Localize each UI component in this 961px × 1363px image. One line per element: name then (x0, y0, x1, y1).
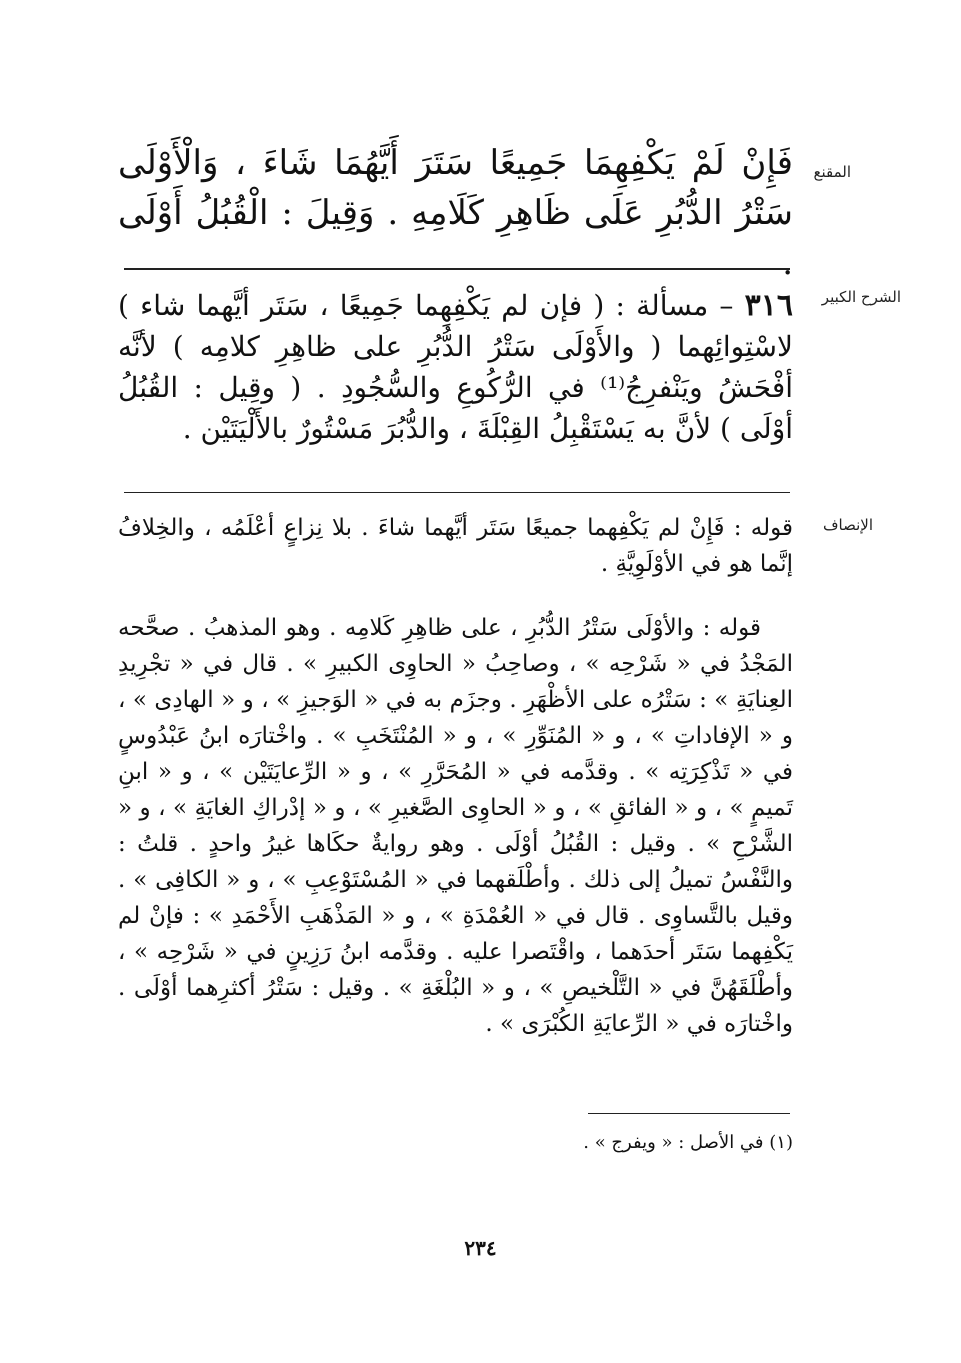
sharh-paragraph (118, 285, 793, 449)
insaf-paragraph-1 (118, 510, 793, 582)
footnote-divider (588, 1113, 790, 1114)
insaf-para2: قوله : والأوْلَى سَتْرُ الدُّبُرِ ، على ظاهِرِ كَلامِه . وهو المذهبُ . صحَّحه المَجْدُ في « شَرْحِه » ، وصاحِبُ « الحاوِى الكبيرِ » . قال في « تجْرِيدِ العِنايَةِ » : سَتْرُه على الأظْهَرِ . وجزَم به في « الوَجيزِ » ، و « الهادِى » ، و « الإفاداتِ » ، و « المُنَوِّرِ » ، و « المُنْتَخَبِ » . واخْتارَه ابنُ عَبْدُوسٍ في « تَذْكِرَتِه » . وقدَّمه في « المُحَرَّرِ » ، و « الرِّعايَتَيْن » ، و « ابنِ تَميمٍ » ، و « الفائقِ » ، و « الحاوِى الصَّغيرِ » ، و « إدْراكِ الغايَةِ » ، و « الشَّرْحِ » . وقيل : القُبُلُ أوْلَى . وهو روايةٌ حكَاها غيرُ واحدٍ . قلتُ : والنَّفْسُ تميلُ إلى ذلك . وأطْلَقهما في « المُسْتَوْعِبِ » ، و « الكافِى » . وقيل بالتَّساوِى . قال في « العُمْدَةِ » ، و « المَذْهَبِ الأَحْمَدِ » : فإنْ لم يَكْفِهما سَتَر أحدَهما ، واقْتَصرا عليه . وقدَّمه ابنُ رَزِينٍ في « شَرْحِه » ، وأطْلَقَهُنَّ في « التَّلْخيصِ » ، و « البُلْغَةِ » . وقيل : سَتْرُ أكثرِهما أوْلَى . واخْتارَه في « الرِّعايَةِ الكُبْرَى » . (118, 615, 793, 1037)
sharh-label: الشرح الكبير (821, 288, 901, 306)
insaf-label: الإنصاف (822, 516, 873, 534)
sharh-text (118, 285, 793, 449)
muqni-text (118, 138, 793, 288)
footnote-text: (١) في الأصل : « ويفرج » . (583, 1132, 793, 1153)
insaf-para1: قوله : فَإِنْ لم يَكْفِهما جميعًا سَتَر أيَّهما شاءَ . بلا نِزاعٍ أعْلَمُه ، والخِلافُ إنَّما هو في الأوْلَوِيَّةِ . (118, 515, 793, 577)
page-number: ٢٣٤ (464, 1236, 497, 1260)
muqni-paragraph: فَإِنْ لَمْ يَكْفِهِمَا جَمِيعًا سَتَرَ أَيَّهُمَا شَاءَ ، وَالْأَوْلَى سَتْرُ الدُّبُرِ عَلَى ظَاهِرِ كَلَامِهِ . وَقِيلَ : الْقُبُلُ أَوْلَى . (118, 143, 793, 283)
footnote (400, 1130, 793, 1156)
issue-number: ٣١٦ (744, 288, 794, 323)
section-divider (124, 492, 790, 493)
section-divider (124, 268, 790, 270)
sharh-body: – مسألة : ( فإن لم يَكْفِهِما جَمِيعًا ، سَتَر أيَّهما شاء ) لاسْتِوائِهما ( والأَوْلَى سَتْرُ الدُّبُرِ على ظاهِرِ كلامِه ) لأنَّه أفْحَشُ ويَنْفرِجُ⁽¹⁾ في الرُّكُوعِ والسُّجُودِ . ( وقِيل : القُبُلُ أوْلَى ) لأنَّ به يَسْتَقْبِلُ القِبْلَةَ ، والدُّبُرَ مَسْتُورٌ بالأَلْيَتَيْن . (118, 289, 793, 445)
muqni-label: المقنع (813, 163, 851, 181)
insaf-paragraph-2 (118, 610, 793, 1042)
